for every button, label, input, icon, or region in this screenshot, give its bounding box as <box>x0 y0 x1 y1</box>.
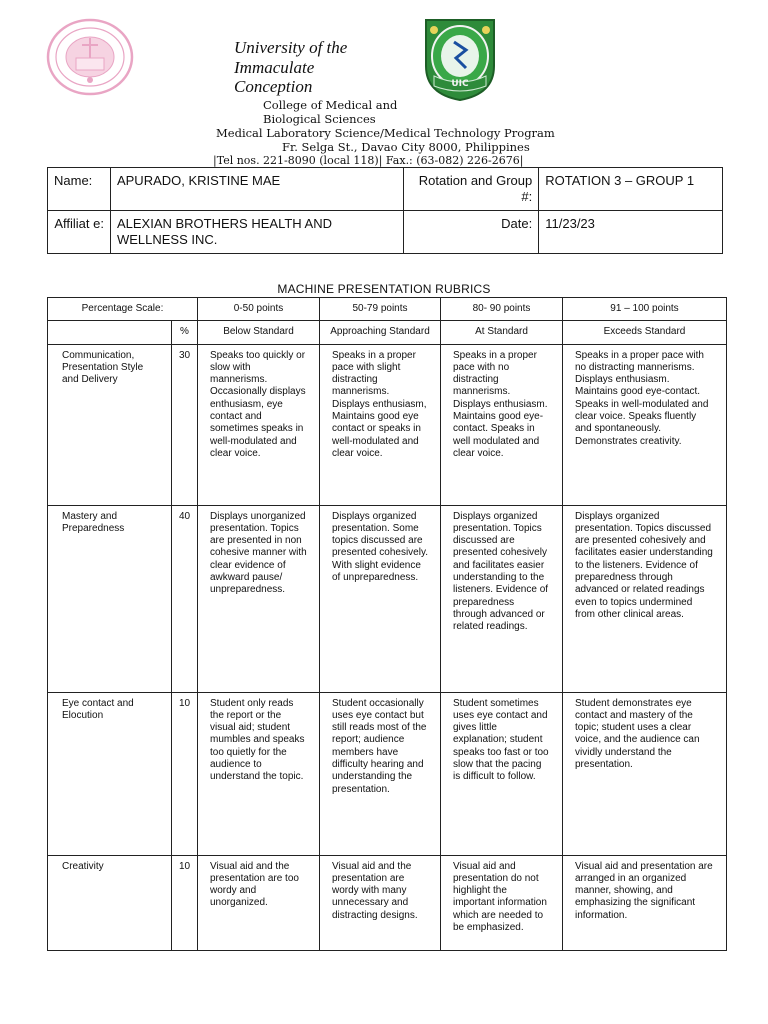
level-below: Below Standard <box>198 321 320 344</box>
rubric-title: MACHINE PRESENTATION RUBRICS <box>277 282 491 296</box>
university-name-line: Immaculate <box>234 57 315 77</box>
criterion-header <box>48 321 172 344</box>
table-row <box>48 692 727 855</box>
descriptor-cell: Displays unorganized presentation. Topics are presented in non cohesive manner with clear evidence of awkward pause/ unpreparedness. <box>198 505 320 692</box>
descriptor-cell: Visual aid and presentation are arranged in an organized manner, showing, and emphasizing the significant information. <box>563 855 727 950</box>
program-name: Medical Laboratory Science/Medical Technology Program <box>216 126 555 140</box>
criterion-cell: Mastery and Preparedness <box>48 505 172 692</box>
college-name-line: College of Medical and <box>263 98 398 112</box>
date-value: 11/23/23 <box>539 211 723 254</box>
pct-cell: 10 <box>172 855 198 950</box>
descriptor-cell: Displays organized presentation. Topics discussed are presented cohesively and facilitates easier understanding to the listeners. Evidence of preparedness through advanced or related readings even to topics undermined from other clinical areas. <box>563 505 727 692</box>
college-seal-icon <box>420 16 500 102</box>
descriptor-cell: Speaks in a proper pace with slight distracting mannerisms. Displays enthusiasm, Maintains good eye contact or speaks in well-modulated and clear voice. <box>320 344 441 505</box>
level-approaching: Approaching Standard <box>320 321 441 344</box>
name-value: APURADO, KRISTINE MAE <box>110 168 403 211</box>
address: Fr. Selga St., Davao City 8000, Philippines <box>282 140 530 154</box>
criterion-cell: Creativity <box>48 855 172 950</box>
scale-header-row <box>48 298 727 321</box>
descriptor-cell: Visual aid and the presentation are wordy with many unnecessary and distracting designs. <box>320 855 441 950</box>
university-name-line: Conception <box>234 77 313 96</box>
name-label: Name: <box>48 168 111 211</box>
date-label: Date: <box>404 211 539 254</box>
scale-at: 80- 90 points <box>441 298 563 321</box>
scale-exceeds: 91 – 100 points <box>563 298 727 321</box>
table-row <box>48 855 727 950</box>
document-header <box>0 0 768 165</box>
descriptor-cell: Student only reads the report or the visual aid; student mumbles and speaks too quietly for the audience to understand the topic. <box>198 692 320 855</box>
rubric-table <box>47 297 727 951</box>
pct-cell: 30 <box>172 344 198 505</box>
descriptor-cell: Visual aid and presentation do not highlight the important information which are needed to be emphasized. <box>441 855 563 950</box>
criterion-cell: Communication, Presentation Style and Delivery <box>48 344 172 505</box>
criterion-cell: Eye contact and Elocution <box>48 692 172 855</box>
table-row <box>48 505 727 692</box>
level-header-row <box>48 321 727 344</box>
college-name-line: Biological Sciences <box>263 112 376 126</box>
pct-header: % <box>172 321 198 344</box>
descriptor-cell: Visual aid and the presentation are too wordy and unorganized. <box>198 855 320 950</box>
descriptor-cell: Student sometimes uses eye contact and gives little explanation; student speaks too fast or too slow that the pacing is difficult to follow. <box>441 692 563 855</box>
affiliate-value: ALEXIAN BROTHERS HEALTH AND WELLNESS INC. <box>110 211 403 254</box>
university-name <box>234 38 414 97</box>
rotation-value: ROTATION 3 – GROUP 1 <box>539 168 723 211</box>
descriptor-cell: Speaks too quickly or slow with mannerisms. Occasionally displays enthusiasm, eye contact and sometimes speaks in well-modulated and clear voice. <box>198 344 320 505</box>
descriptor-cell: Speaks in a proper pace with no distracting mannerisms. Displays enthusiasm. Maintains good eye-contact. Speaks in well-modulated and clear voice. Speaks fluently and spontaneously. Demonstrates creativity. <box>563 344 727 505</box>
descriptor-cell: Student occasionally uses eye contact but still reads most of the report; audience members have difficulty hearing and understanding the presentation. <box>320 692 441 855</box>
descriptor-cell: Student demonstrates eye contact and mastery of the topic; student uses a clear voice, and the audience can vividly understand the presentation. <box>563 692 727 855</box>
affiliate-label: Affiliat e: <box>48 211 111 254</box>
rotation-label: Rotation and Group #: <box>404 168 539 211</box>
table-row <box>48 344 727 505</box>
student-info-table <box>47 167 723 254</box>
university-seal-icon <box>46 18 134 96</box>
scale-below: 0-50 points <box>198 298 320 321</box>
scale-label: Percentage Scale: <box>48 298 198 321</box>
seal-text: UIC <box>451 79 469 89</box>
descriptor-cell: Displays organized presentation. Topics discussed are presented cohesively and facilitates easier understanding to the listeners. Evidence of preparedness through advanced or related readings. <box>441 505 563 692</box>
descriptor-cell: Displays organized presentation. Some topics discussed are presented cohesively. With slight evidence of unpreparedness. <box>320 505 441 692</box>
descriptor-cell: Speaks in a proper pace with no distracting mannerisms. Displays enthusiasm. Maintains good eye-contact. Speaks in well modulated and clear voice. <box>441 344 563 505</box>
level-exceeds: Exceeds Standard <box>563 321 727 344</box>
pct-cell: 10 <box>172 692 198 855</box>
contact-numbers: |Tel nos. 221-8090 (local 118)| Fax.: (63-082) 226-2676| <box>213 154 524 167</box>
scale-approaching: 50-79 points <box>320 298 441 321</box>
university-name-line: University of the <box>234 38 348 57</box>
pct-cell: 40 <box>172 505 198 692</box>
level-at: At Standard <box>441 321 563 344</box>
